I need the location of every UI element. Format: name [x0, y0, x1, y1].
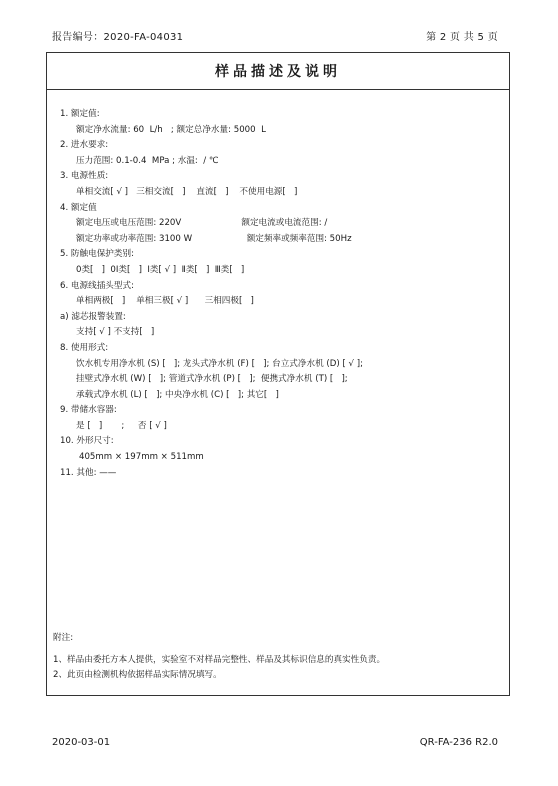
section-usage-form: 8. 使用形式:	[60, 342, 109, 353]
usage-form-line-2: 挂壁式净水机 (W) [ ]; 管道式净水机 (P) [ ]; 便携式净水机 (T) [ ];	[76, 374, 348, 385]
power-type-options: 单相交流[ √ ] 三相交流[ ] 直流[ ] 不使用电源[ ]	[76, 186, 298, 197]
section-water-requirements: 2. 进水要求:	[60, 140, 109, 151]
power-frequency-line: 额定功率或功率范围: 3100 W 额定频率或频率范围: 50Hz	[76, 233, 352, 244]
notes-block	[53, 631, 503, 684]
note-item: 1、样品由委托方本人提供，实验室不对样品完整性、样品及其标识信息的真实性负责。	[53, 654, 386, 665]
voltage-current-line: 额定电压或电压范围: 220V 额定电流或电流范围: /	[76, 218, 328, 229]
filter-alarm-options: 支持[ √ ] 不支持[ ]	[76, 327, 155, 338]
section-power-type: 3. 电源性质:	[60, 171, 109, 182]
storage-container-options: 是 [ ] ; 否 [ √ ]	[76, 420, 167, 431]
dimensions-value: 405mm × 197mm × 511mm	[79, 452, 204, 463]
protection-class-options: 0类[ ] 0Ⅰ类[ ] Ⅰ类[ √ ] Ⅱ类[ ] Ⅲ类[ ]	[76, 264, 245, 275]
section-rated-electrical: 4. 额定值	[60, 202, 97, 213]
section-dimensions: 10. 外形尺寸:	[60, 436, 114, 447]
section-storage-container: 9. 带储水容器:	[60, 405, 117, 416]
note-item: 2、此页由检测机构依据样品实际情况填写。	[53, 670, 222, 681]
rated-flow-line: 额定净水流量: 60 L/h ; 额定总净水量: 5000 L	[76, 124, 266, 135]
title-row	[47, 53, 509, 90]
report-number: 报告编号：2020-FA-04031	[52, 32, 184, 43]
pressure-temperature-line: 压力范围: 0.1-0.4 MPa ; 水温: / ℃	[76, 155, 219, 166]
sample-description-panel	[46, 52, 510, 696]
section-rated-values: 1. 额定值:	[60, 109, 100, 119]
section-filter-alarm: a) 滤芯报警装置:	[60, 311, 126, 322]
section-shock-protection: 5. 防触电保护类别:	[60, 249, 134, 260]
page-indicator: 第 2 页 共 5 页	[426, 32, 498, 43]
section-plug-type: 6. 电源线插头型式:	[60, 280, 134, 291]
section-other: 11. 其他: ——	[60, 467, 117, 478]
plug-type-options: 单相两极[ ] 单相三极[ √ ] 三相四极[ ]	[76, 296, 254, 307]
notes-title: 附注:	[53, 633, 74, 643]
description-content	[60, 107, 500, 481]
usage-form-line-3: 承载式净水机 (L) [ ]; 中央净水机 (C) [ ]; 其它[ ]	[76, 389, 279, 400]
footer-form-code: QR-FA-236 R2.0	[419, 737, 498, 748]
usage-form-line-1: 饮水机专用净水机 (S) [ ]; 龙头式净水机 (F) [ ]; 台立式净水机 (D) [ √ ];	[76, 358, 363, 369]
page-title: 样品描述及说明	[215, 64, 341, 80]
footer-date: 2020-03-01	[52, 737, 111, 748]
